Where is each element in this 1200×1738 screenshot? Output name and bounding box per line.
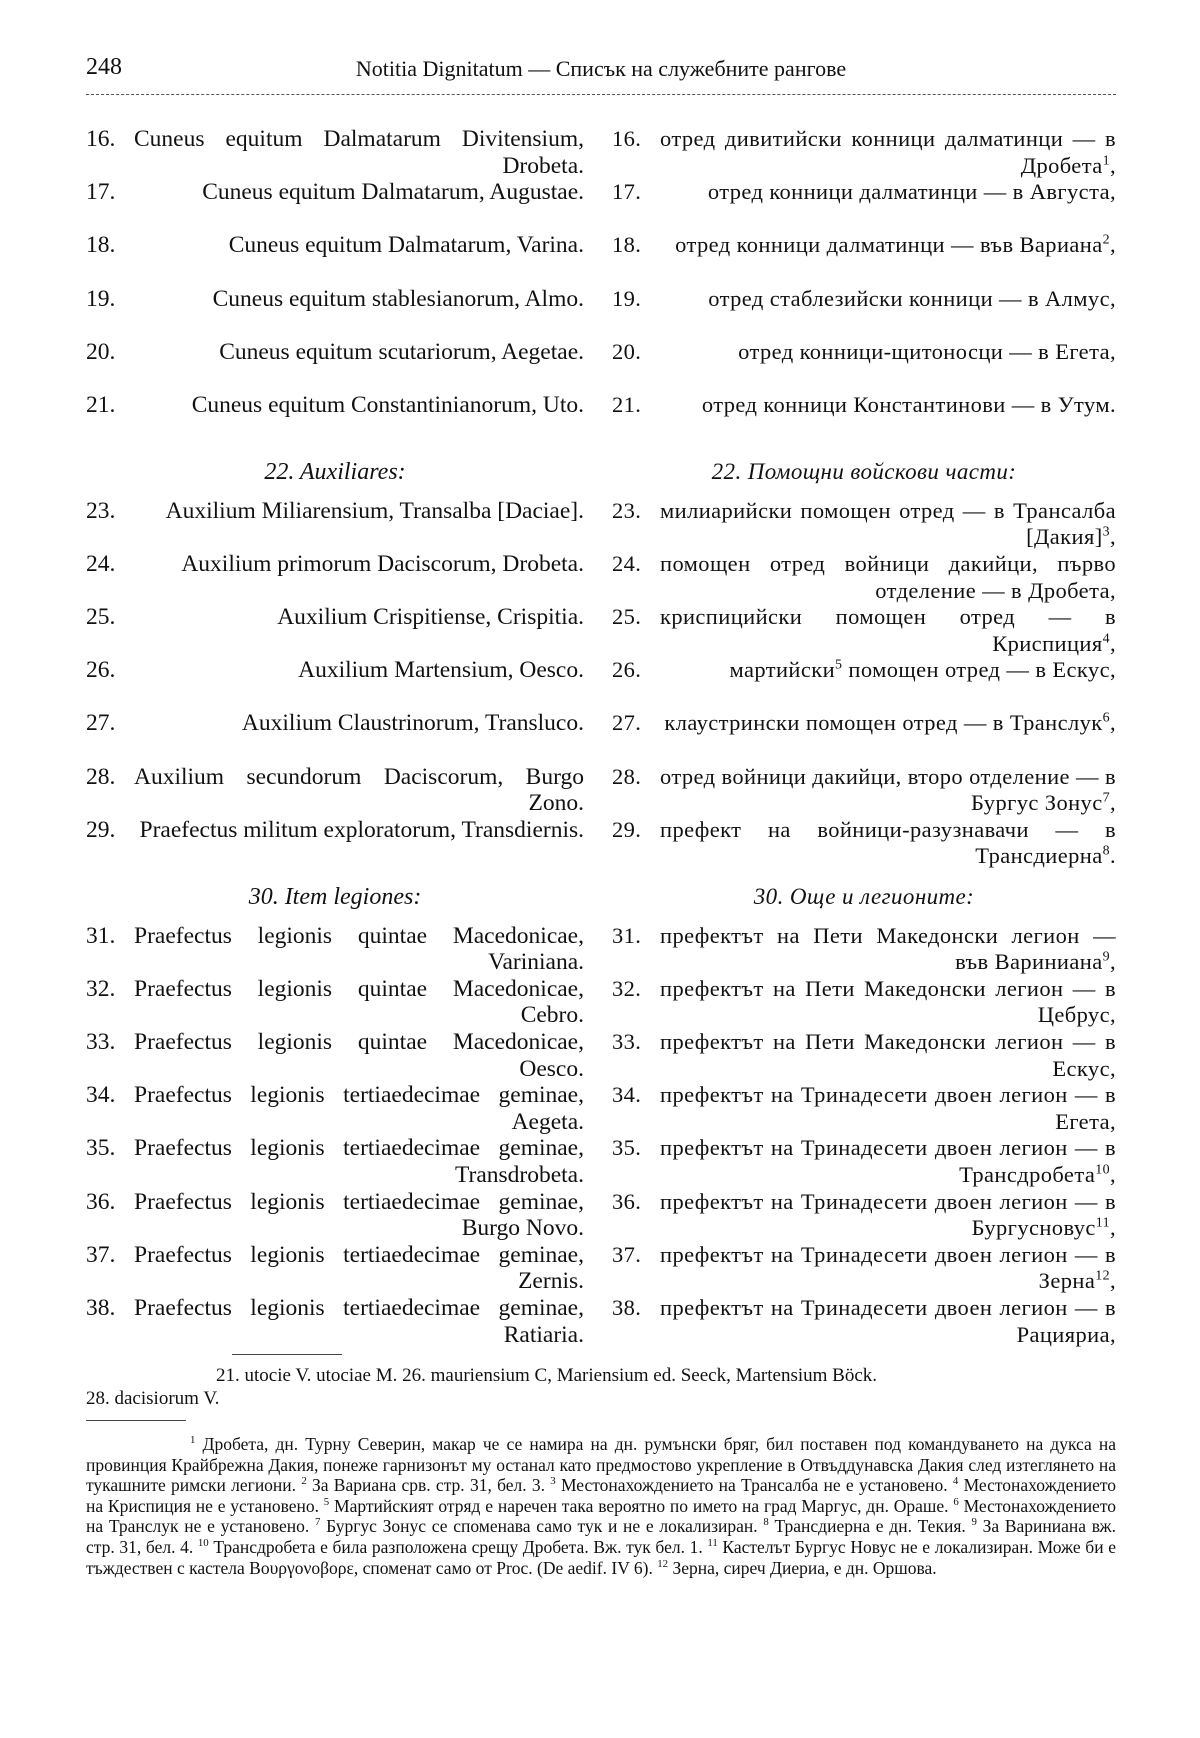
entry-text: Cuneus equitum Constantinianorum, Uto.: [191, 391, 584, 418]
bulgarian-entry: [612, 764, 1116, 817]
entry-number: 36.: [612, 1188, 642, 1214]
bulgarian-section-legiones: 30. Още и легионите:: [753, 884, 975, 910]
bulgarian-entries-cunei: [612, 126, 1116, 445]
apparatus-rule: [232, 1354, 342, 1355]
entry-text: милиарийски помощен отред — в Трансалба [Дакия]$^3$,: [660, 497, 1116, 550]
entry-number: 21.: [612, 391, 642, 417]
latin-entry: [86, 126, 584, 179]
latin-entry: [86, 498, 584, 551]
latin-entry: [86, 286, 584, 339]
entry-number: 29.: [612, 816, 642, 842]
latin-entries-auxilia: [86, 498, 584, 870]
latin-entry: [86, 764, 584, 817]
entry-number: 26.: [612, 657, 642, 683]
bulgarian-entry: [612, 923, 1116, 976]
bulgarian-entry: [612, 1029, 1116, 1082]
footnote-marker: 11: [1095, 1215, 1110, 1231]
footnote-marker: 9: [971, 1516, 977, 1529]
footnote-marker: 10: [1095, 1162, 1110, 1178]
entry-number: 16.: [612, 126, 642, 151]
footnote-marker: 5: [835, 657, 843, 673]
latin-entry: [86, 551, 584, 604]
entry-number: 18.: [612, 232, 642, 258]
latin-entry: [86, 604, 584, 657]
latin-entry: [86, 1295, 584, 1348]
latin-entry: [86, 923, 584, 976]
latin-entry: [86, 1082, 584, 1135]
bulgarian-entry: [612, 1295, 1116, 1348]
footnote-marker: 2: [301, 1475, 307, 1488]
entry-text: Praefectus militum exploratorum, Transdiernis.: [139, 816, 584, 843]
bulgarian-entry: [612, 817, 1116, 870]
latin-entry: [86, 232, 584, 285]
bulgarian-entry: [612, 392, 1116, 445]
footnote-marker: 12: [657, 1557, 669, 1570]
bulgarian-entry: [612, 1242, 1116, 1295]
bulgarian-entry: [612, 604, 1116, 657]
footnote-marker: 7: [1102, 790, 1110, 806]
entry-number: 25.: [86, 604, 116, 631]
footnote-text: Бургус Зонус се споменава само тук и не е локализиран.: [320, 1516, 764, 1537]
latin-entry: [86, 657, 584, 710]
entry-number: 23.: [86, 497, 116, 524]
entry-text: отред стаблезийски конници — в Алмус,: [708, 285, 1116, 311]
entry-number: 29.: [86, 816, 116, 843]
entry-number: 34.: [86, 1082, 116, 1109]
entry-number: 32.: [612, 975, 642, 1001]
bulgarian-entry: [612, 1135, 1116, 1188]
page-number: 248: [86, 54, 122, 80]
entry-number: 34.: [612, 1082, 642, 1108]
latin-entries-legiones: [86, 923, 584, 1349]
latin-entry: [86, 1189, 584, 1242]
latin-entry: [86, 392, 584, 445]
entry-text: префектът на Тринадесети двоен легион — в Егета,: [660, 1082, 1116, 1134]
entry-number: 37.: [86, 1241, 116, 1268]
entry-text: Cuneus equitum scutariorum, Aegetae.: [219, 338, 584, 365]
critical-apparatus: [86, 1364, 1116, 1410]
latin-column: [86, 126, 584, 1348]
entry-number: 33.: [612, 1029, 642, 1054]
entry-text: префектът на Пети Македонски легион — във Вариниана$^9$,: [660, 922, 1116, 975]
entry-text: Praefectus legionis tertiaedecimae geminae, Aegeta.: [134, 1082, 584, 1135]
entry-text: отред конници-щитоносци — в Егета,: [738, 338, 1116, 364]
entry-text: Cuneus equitum Dalmatarum, Varina.: [228, 232, 584, 259]
footnote-marker: 11: [707, 1537, 718, 1550]
latin-entry: [86, 1135, 584, 1188]
footnote-marker: 12: [1095, 1268, 1110, 1284]
entry-text: префектът на Тринадесети двоен легион — в Трансдробета$^{10}$,: [660, 1135, 1116, 1187]
bulgarian-entry: [612, 498, 1116, 551]
entry-text: Auxilium secundorum Daciscorum, Burgo Zono.: [134, 763, 584, 817]
entry-number: 23.: [612, 497, 642, 523]
entry-number: 20.: [86, 338, 116, 365]
bulgarian-entry: [612, 1082, 1116, 1135]
entry-number: 17.: [612, 179, 642, 205]
latin-entry: [86, 339, 584, 392]
footnote-marker: 1: [1102, 153, 1110, 169]
entry-text: Auxilium Miliarensium, Transalba [Daciae].: [165, 497, 584, 524]
bulgarian-column: [612, 126, 1116, 1348]
footnote-text: Местонахождението на Транслук не е установено.: [86, 1495, 1116, 1537]
bulgarian-entry: [612, 976, 1116, 1029]
footnote-marker: 7: [314, 1516, 321, 1529]
bulgarian-entry: [612, 286, 1116, 339]
entry-number: 25.: [612, 604, 642, 630]
entry-number: 31.: [86, 922, 116, 949]
bulgarian-entry: [612, 339, 1116, 392]
entry-number: 17.: [86, 179, 116, 206]
bulgarian-section-auxiliares: 22. Помощни войскови части:: [711, 459, 1017, 485]
entry-text: префектът на Пети Македонски легион — в Ескус,: [660, 1029, 1116, 1081]
running-title: Notitia Dignitatum — Списък на служебните рангове: [355, 56, 847, 81]
entry-text: Auxilium Crispitiense, Crispitia.: [277, 604, 584, 631]
entry-text: помощен отред войници дакийци, първо отделение — в Дробета,: [660, 550, 1116, 603]
entry-number: 21.: [86, 391, 116, 418]
entry-number: 33.: [86, 1029, 116, 1055]
bulgarian-entry: [612, 710, 1116, 763]
latin-entry: [86, 1029, 584, 1082]
footnote-marker: 9: [1102, 949, 1110, 965]
latin-section-legiones: 30. Item legiones:: [248, 884, 422, 911]
latin-entry: [86, 710, 584, 763]
footnote-marker: 3: [550, 1475, 556, 1488]
footnote-marker: 4: [1102, 631, 1110, 647]
entry-text: префектът на Тринадесети двоен легион — в Зерна$^{12}$,: [660, 1241, 1116, 1294]
bulgarian-entry: [612, 179, 1116, 232]
footnote-marker: 6: [1102, 710, 1110, 726]
entry-number: 20.: [612, 338, 642, 364]
entry-number: 38.: [612, 1294, 642, 1320]
latin-entry: [86, 1242, 584, 1295]
footnote-text: Местонахождението на Криспиция не е установено.: [86, 1475, 1116, 1516]
entry-text: префектът на Тринадесети двоен легион — в Рацияриа,: [660, 1294, 1116, 1347]
entry-text: префектът на Тринадесети двоен легион — в Бургусновус$^{11}$,: [660, 1188, 1116, 1241]
header-rule: [86, 94, 1116, 95]
footnote-marker: 6: [953, 1495, 959, 1508]
entry-text: Cuneus equitum Dalmatarum Divitensium, Drobeta.: [134, 126, 584, 179]
footnote-marker: 3: [1102, 524, 1110, 540]
entry-number: 26.: [86, 657, 116, 684]
footnote-marker: 8: [1102, 843, 1110, 859]
footnote-text: Дробета, дн. Турну Северин, макар че се намира на дн. румънски бряг, бил поставен под командуването на дукса на провинция Крайбрежна Дакия, понеже гарнизонът му останал като предмостово укрепление в Отвъддунавска Дакия след изтеглянето на тукашните римски легиони.: [86, 1434, 1116, 1496]
footnotes: [86, 1434, 1116, 1578]
entry-number: 19.: [612, 285, 642, 311]
entry-text: Praefectus legionis tertiaedecimae geminae, Burgo Novo.: [134, 1188, 584, 1242]
footnote-text: За Вариана срв. стр. 31, бел. 3.: [306, 1475, 551, 1496]
bulgarian-entry: [612, 126, 1116, 179]
footnote-text: Зерна, сиреч Диериа, е дн. Оршова.: [668, 1557, 937, 1578]
footnote-marker: 5: [323, 1495, 330, 1508]
footnote-text: Кастелът Бургус Новус не е локализиран. Може би е тъждествен с кастела Βουργονοβορε, споменат само от Proc. (De aedif. IV 6).: [86, 1536, 1116, 1578]
bulgarian-entry: [612, 1189, 1116, 1242]
entry-text: Praefectus legionis quintae Macedonicae, Variniana.: [134, 922, 584, 976]
footnote-text: За Вариниана вж. стр. 31, бел. 4.: [86, 1516, 1116, 1557]
apparatus-line-2: 28. dacisiorum V.: [86, 1388, 220, 1409]
latin-entries-cunei: [86, 126, 584, 445]
entry-number: 24.: [612, 550, 642, 576]
footnote-text: Трансдиерна е дн. Текия.: [768, 1516, 972, 1537]
entry-text: Cuneus equitum Dalmatarum, Augustae.: [202, 179, 584, 206]
entry-text: Auxilium primorum Daciscorum, Drobeta.: [181, 550, 584, 577]
entry-number: 28.: [86, 763, 116, 790]
entry-text: мартийски$^5$ помощен отред — в Ескус,: [729, 657, 1116, 683]
entry-number: 19.: [86, 285, 116, 312]
entry-text: префектът на Пети Македонски легион — в Цебрус,: [660, 975, 1116, 1028]
page-header: [86, 54, 1116, 90]
entry-text: Cuneus equitum stablesianorum, Almo.: [212, 285, 584, 312]
entry-number: 16.: [86, 126, 116, 152]
entry-text: Praefectus legionis quintae Macedonicae, Cebro.: [134, 975, 584, 1029]
bulgarian-entries-auxilia: [612, 498, 1116, 870]
bulgarian-entries-legiones: [612, 923, 1116, 1349]
entry-number: 18.: [86, 232, 116, 259]
entry-text: префект на войници-разузнавачи — в Трансдиерна$^8$.: [660, 816, 1116, 869]
footnote-marker: 2: [1102, 232, 1110, 248]
latin-section-auxiliares: 22. Auxiliares:: [264, 459, 406, 486]
bulgarian-entry: [612, 232, 1116, 285]
entry-text: Praefectus legionis quintae Macedonicae, Oesco.: [134, 1029, 584, 1082]
footnote-rule: [86, 1420, 186, 1421]
entry-text: отред войници дакийци, второ отделение — в Бургус Зонус$^7$,: [660, 763, 1116, 816]
entry-number: 35.: [612, 1135, 642, 1161]
entry-number: 35.: [86, 1135, 116, 1162]
footnote-text: Мартийският отряд е наречен така вероятно по името на град Маргус, дн. Ораше.: [329, 1495, 954, 1516]
entry-text: отред дивитийски конници далматинци — в Дробета$^1$,: [660, 126, 1116, 178]
bulgarian-entry: [612, 551, 1116, 604]
latin-entry: [86, 179, 584, 232]
bulgarian-entry: [612, 657, 1116, 710]
footnote-marker: 10: [197, 1537, 209, 1550]
footnote-marker: 8: [763, 1516, 769, 1529]
entry-text: отред конници далматинци — във Вариана$^2$,: [675, 232, 1116, 258]
entry-text: Praefectus legionis tertiaedecimae geminae, Zernis.: [134, 1241, 584, 1295]
latin-entry: [86, 817, 584, 870]
entry-number: 27.: [86, 710, 116, 737]
entry-number: 27.: [612, 710, 642, 736]
apparatus-line-1: 21. utocie V. utociae M. 26. mauriensium C, Mariensium ed. Seeck, Martensium Böck.: [216, 1365, 878, 1386]
entry-text: Auxilium Claustrinorum, Transluco.: [241, 710, 584, 737]
entry-text: клаустрински помощен отред — в Транслук$^6$,: [664, 710, 1116, 736]
entry-text: криспицийски помощен отред — в Криспиция$^4$,: [660, 604, 1116, 656]
entry-number: 24.: [86, 550, 116, 577]
entry-text: Praefectus legionis tertiaedecimae geminae, Transdrobeta.: [134, 1135, 584, 1188]
entry-number: 28.: [612, 763, 642, 789]
entry-text: Praefectus legionis tertiaedecimae geminae, Ratiaria.: [134, 1294, 584, 1348]
entry-text: Auxilium Martensium, Oesco.: [298, 657, 584, 684]
entry-number: 37.: [612, 1241, 642, 1267]
footnote-text: Трансдробета е била разположена срещу Дробета. Вж. тук бел. 1.: [208, 1536, 708, 1557]
entry-text: отред конници далматинци — в Августа,: [707, 179, 1116, 205]
entry-number: 32.: [86, 975, 116, 1002]
entry-text: отред конници Константинови — в Утум.: [701, 391, 1116, 417]
footnote-text: Местонахождението на Трансалба не е установено.: [555, 1475, 953, 1496]
entry-number: 38.: [86, 1294, 116, 1321]
entry-number: 36.: [86, 1188, 116, 1215]
entry-number: 31.: [612, 922, 642, 948]
footnote-marker: 1: [190, 1434, 196, 1447]
latin-entry: [86, 976, 584, 1029]
footnote-marker: 4: [952, 1475, 959, 1488]
